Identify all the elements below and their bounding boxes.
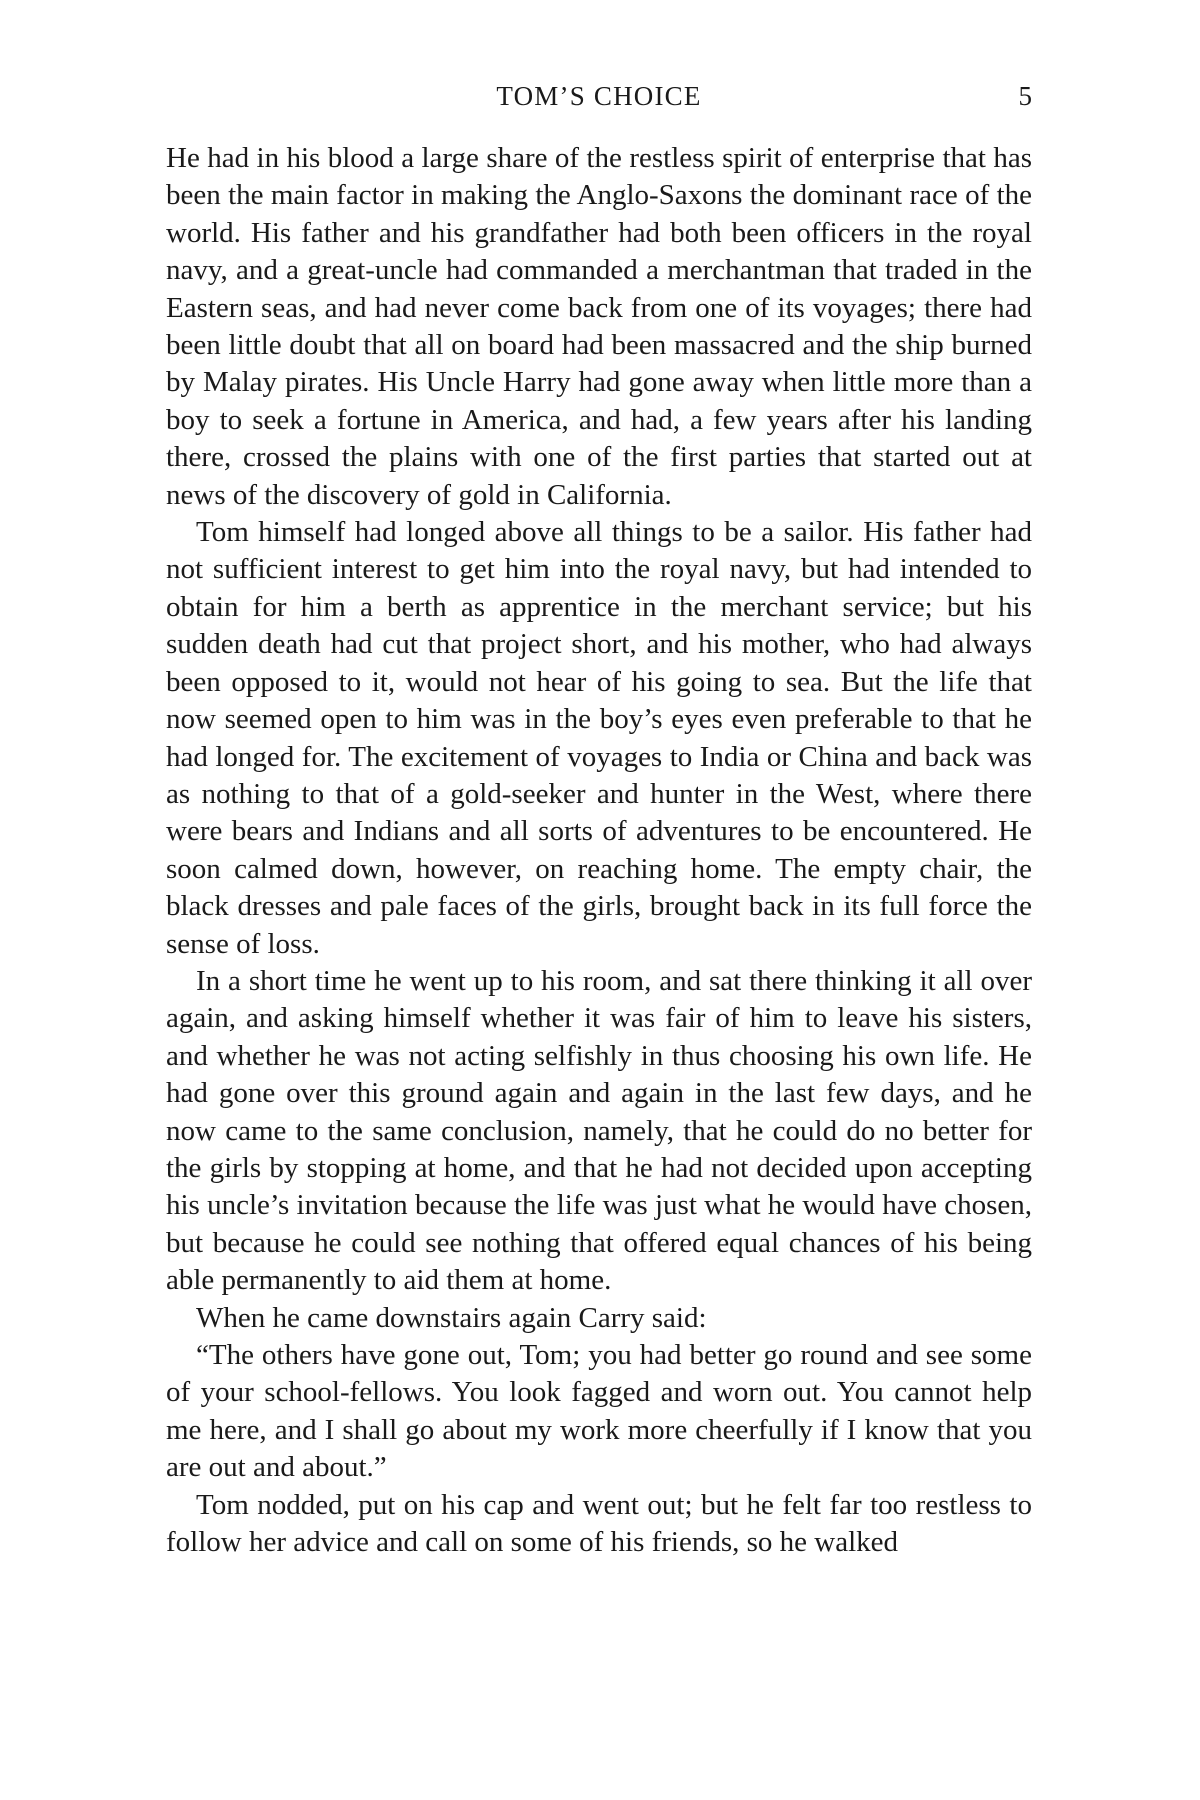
body-text [166, 140, 1032, 1561]
page-number: 5 [1018, 81, 1032, 111]
paragraph-4: When he came downstairs again Carry said: [196, 1301, 707, 1334]
paragraph-3: In a short time he went up to his room, and sat there thinking it all over again, and asking himself whether it was fair of him to leave his sisters, and whether he was not acting selfishly in thus choosing his own life. He had gone over this ground again and again in the last few days, and he now came to the same conclusion, namely, that he could do no better for the girls by stopping at home, and that he had not decided upon accepting his uncle’s invitation because the life was just what he would have chosen, but because he could see nothing that offered equal chances of his being able permanently to aid them at home. [166, 964, 1032, 1297]
paragraph-2: Tom himself had longed above all things to be a sailor. His father had not sufficient interest to get him into the royal navy, but had intended to obtain for him a berth as apprentice in the merchant service; but his sudden death had cut that project short, and his mother, who had always been opposed to it, would not hear of his going to sea. But the life that now seemed open to him was in the boy’s eyes even preferable to that he had longed for. The excitement of voyages to India or China and back was as nothing to that of a gold-seeker and hunter in the West, where there were bears and Indians and all sorts of adventures to be encountered. He soon calmed down, however, on reaching home. The empty chair, the black dresses and pale faces of the girls, brought back in its full force the sense of loss. [166, 516, 1032, 960]
paragraph-1: He had in his blood a large share of the restless spirit of enterprise that has been the main factor in making the Anglo-Saxons the dominant race of the world. His father and his grandfather had both been officers in the royal navy, and a great-uncle had commanded a merchantman that traded in the Eastern seas, and had never come back from one of its voyages; there had been little doubt that all on board had been massacred and the ship burned by Malay pirates. His Uncle Harry had gone away when little more than a boy to seek a fortune in America, and had, a few years after his landing there, crossed the plains with one of the first parties that started out at news of the discovery of gold in California. [166, 142, 1032, 511]
running-header [166, 76, 1032, 116]
paragraph-6: Tom nodded, put on his cap and went out; but he felt far too restless to follow her advice and call on some of his friends, so he walked [166, 1488, 1032, 1559]
running-title: TOM’S CHOICE [496, 81, 702, 111]
paragraph-5: “The others have gone out, Tom; you had better go round and see some of your school-fellows. You look fagged and worn out. You cannot help me here, and I shall go about my work more cheerfully if I know that you are out and about.” [166, 1339, 1032, 1484]
